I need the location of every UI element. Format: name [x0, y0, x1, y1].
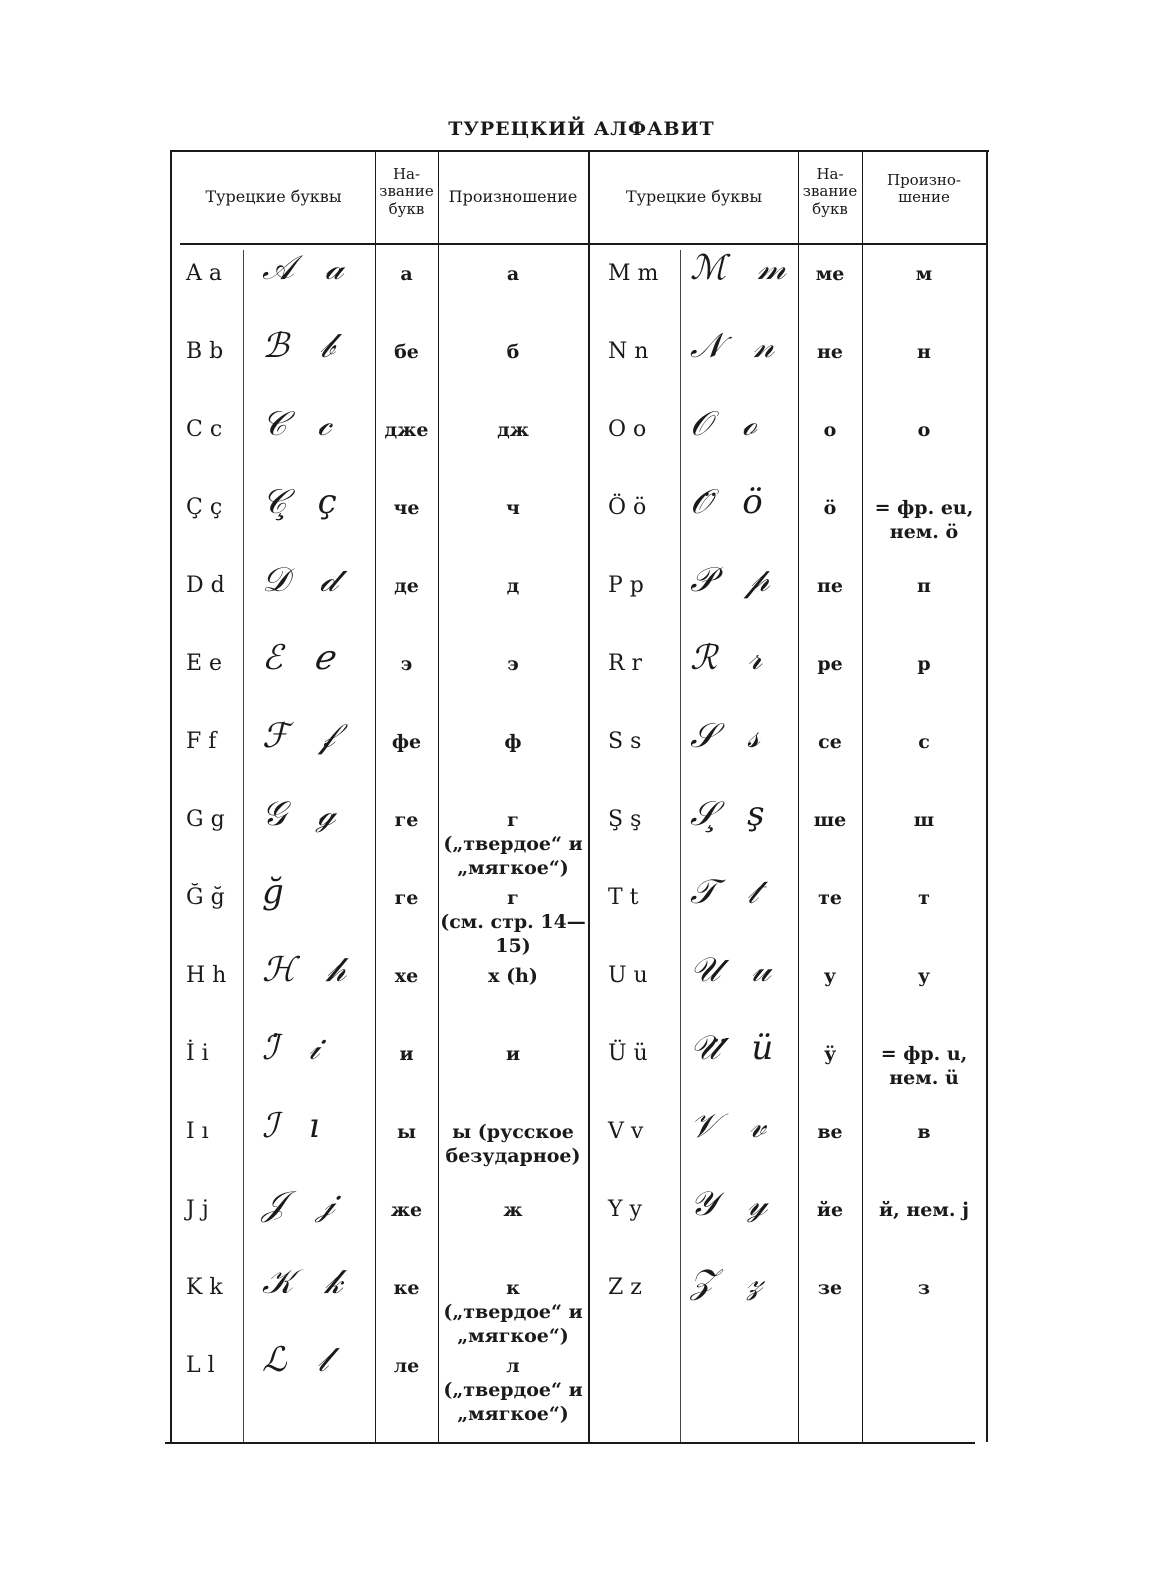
letter-print: T t: [608, 885, 639, 910]
col-divider: [680, 250, 681, 1442]
letter-print: N n: [608, 339, 649, 364]
letter-name: ге: [394, 809, 419, 831]
letter-pronunciation: р: [917, 653, 931, 675]
letter-print: L l: [186, 1353, 215, 1378]
letter-pronunciation: ч: [506, 497, 520, 519]
letter-pronunciation: = фр. eu, нем. ö: [874, 497, 974, 543]
letter-print: A a: [186, 261, 222, 286]
letter-pronunciation: а: [506, 263, 520, 285]
letter-script: ℒ 𝓁: [262, 1340, 339, 1380]
letter-script: 𝒮 𝓈: [690, 716, 770, 756]
letter-name: ве: [817, 1121, 843, 1143]
letter-pronunciation: ж: [503, 1199, 523, 1221]
letter-pronunciation: у: [917, 965, 931, 987]
letter-script: 𝒱 𝓋: [690, 1106, 776, 1146]
letter-pronunciation: г („твердое“ и „мягкое“): [443, 809, 583, 879]
header-name-right: На- звание букв: [802, 165, 858, 218]
letter-name: че: [393, 497, 420, 519]
letter-name: зе: [817, 1277, 843, 1299]
letter-script: 𝒥 𝒿: [262, 1184, 345, 1224]
letter-pronunciation: д: [506, 575, 520, 597]
header-name: На- звание букв: [379, 165, 434, 218]
letter-pronunciation: к („твердое“ и „мягкое“): [443, 1277, 583, 1347]
letter-pronunciation: б: [506, 341, 520, 363]
letter-name: же: [390, 1199, 423, 1221]
letter-script: 𝒞 𝒸: [262, 404, 342, 444]
letter-name: ы: [396, 1121, 417, 1143]
letter-pronunciation: х (h): [488, 965, 538, 987]
letter-script: ℱ 𝒻: [262, 716, 345, 756]
letter-print: İ i: [186, 1041, 209, 1066]
letter-script: 𝒰̈ ü: [690, 1028, 784, 1068]
letter-name: йе: [816, 1199, 844, 1221]
letter-pronunciation: ш: [913, 809, 935, 831]
table-bottom-border: [165, 1442, 975, 1444]
letter-script: ğ: [262, 872, 294, 912]
letter-name: ме: [815, 263, 845, 285]
letter-print: G g: [186, 807, 225, 832]
col-divider: [243, 250, 244, 1442]
letter-print: K k: [186, 1275, 223, 1300]
letter-script: 𝒦 𝓀: [262, 1262, 353, 1302]
letter-name: се: [818, 731, 842, 753]
letter-pronunciation: и: [505, 1043, 521, 1065]
letter-print: O o: [608, 417, 647, 442]
letter-pronunciation: п: [917, 575, 931, 597]
letter-pronunciation: о: [917, 419, 931, 441]
letter-name: хе: [394, 965, 419, 987]
letter-script: ℬ 𝒷: [262, 326, 345, 366]
letter-script: 𝒴 𝓎: [690, 1184, 778, 1224]
letter-print: Ç ç: [186, 495, 223, 520]
letter-name: о: [823, 419, 837, 441]
letter-name: а: [400, 263, 413, 285]
letter-print: H h: [186, 963, 227, 988]
page-title: ТУРЕЦКИЙ АЛФАВИТ: [448, 118, 715, 140]
letter-print: Y y: [608, 1197, 642, 1222]
letter-name: де: [394, 575, 419, 597]
header-bottom-border: [180, 243, 986, 245]
table-top-border: [172, 150, 989, 152]
letter-script: ℰ ℯ: [262, 638, 344, 678]
letter-pronunciation: ф: [504, 731, 522, 753]
letter-pronunciation: л („твердое“ и „мягкое“): [443, 1355, 583, 1425]
letter-script: ℐ ı: [262, 1106, 330, 1146]
letter-print: Ö ö: [608, 495, 647, 520]
letter-print: E e: [186, 651, 223, 676]
letter-name: те: [818, 887, 842, 909]
letter-script: 𝒜 𝒶: [262, 248, 354, 288]
letter-pronunciation: т: [918, 887, 930, 909]
letter-pronunciation: в: [917, 1121, 931, 1143]
letter-print: Z z: [608, 1275, 642, 1300]
letter-script: ℐ̇ 𝒾: [262, 1028, 330, 1068]
letter-print: B b: [186, 339, 224, 364]
table-left-border: [170, 150, 172, 1442]
letter-script: 𝒪̈ ö: [690, 482, 773, 522]
letter-pronunciation: й, нем. j: [879, 1199, 969, 1221]
letter-print: M m: [608, 261, 659, 286]
table-right-border: [986, 150, 988, 1442]
letter-pronunciation: з: [917, 1277, 931, 1299]
header-pronunciation-right: Произно- шение: [887, 171, 961, 207]
letter-script: 𝒪 ℴ: [690, 404, 767, 444]
letter-print: F f: [186, 729, 217, 754]
letter-script: 𝒰 𝓊: [690, 950, 781, 990]
letter-print: D d: [186, 573, 225, 598]
letter-print: S s: [608, 729, 642, 754]
letter-pronunciation: м: [915, 263, 933, 285]
letter-name: ке: [393, 1277, 420, 1299]
letter-print: Ü ü: [608, 1041, 648, 1066]
letter-print: U u: [608, 963, 648, 988]
letter-script: ℛ 𝓇: [690, 638, 773, 678]
letter-name: у: [823, 965, 837, 987]
letter-name: ге: [394, 887, 419, 909]
letter-script: 𝒟 𝒹: [262, 560, 348, 600]
letter-name: пе: [817, 575, 843, 597]
letter-script: 𝒩 𝓃: [690, 326, 785, 366]
letter-print: J j: [186, 1197, 209, 1222]
header-pronunciation: Произношение: [448, 187, 578, 206]
letter-script: ℳ 𝓂: [690, 248, 797, 288]
letter-print: Ğ ğ: [186, 885, 225, 910]
letter-name: ле: [393, 1355, 420, 1377]
letter-print: C c: [186, 417, 223, 442]
letter-name: ше: [813, 809, 847, 831]
letter-script: 𝒢 ℊ: [262, 794, 346, 834]
letter-script: 𝒮̧ ş: [690, 794, 775, 834]
letter-pronunciation: с: [918, 731, 930, 753]
letter-script: ℋ 𝒽: [262, 950, 356, 990]
letter-name: не: [817, 341, 843, 363]
letter-name: ö: [823, 497, 837, 519]
letter-name: дже: [384, 419, 429, 441]
header-letters-right: Турецкие буквы: [625, 187, 763, 206]
letter-name: бе: [394, 341, 419, 363]
letter-pronunciation: = фр. u, нем. ü: [880, 1043, 968, 1089]
col-divider: [588, 150, 590, 1442]
letter-pronunciation: н: [917, 341, 931, 363]
header-letters: Турецкие буквы: [205, 187, 342, 206]
letter-print: R r: [608, 651, 643, 676]
letter-script: 𝒫 𝓅: [690, 560, 780, 600]
letter-print: Ş ş: [608, 807, 642, 832]
letter-name: ре: [817, 653, 843, 675]
letter-print: V v: [608, 1119, 644, 1144]
letter-script: 𝒵 𝓏: [690, 1262, 773, 1302]
letter-print: P p: [608, 573, 644, 598]
letter-name: фе: [391, 731, 422, 753]
letter-script: 𝒯 𝓉: [690, 872, 769, 912]
letter-name: ÿ: [824, 1043, 836, 1065]
letter-pronunciation: дж: [497, 419, 529, 441]
letter-pronunciation: э: [507, 653, 519, 675]
letter-name: и: [399, 1043, 414, 1065]
letter-script: 𝒞̧ ç: [262, 482, 347, 522]
letter-pronunciation: ы (русское безударное): [445, 1121, 581, 1167]
letter-name: э: [400, 653, 413, 675]
letter-pronunciation: г (см. стр. 14— 15): [440, 887, 586, 957]
letter-print: I ı: [186, 1119, 209, 1144]
